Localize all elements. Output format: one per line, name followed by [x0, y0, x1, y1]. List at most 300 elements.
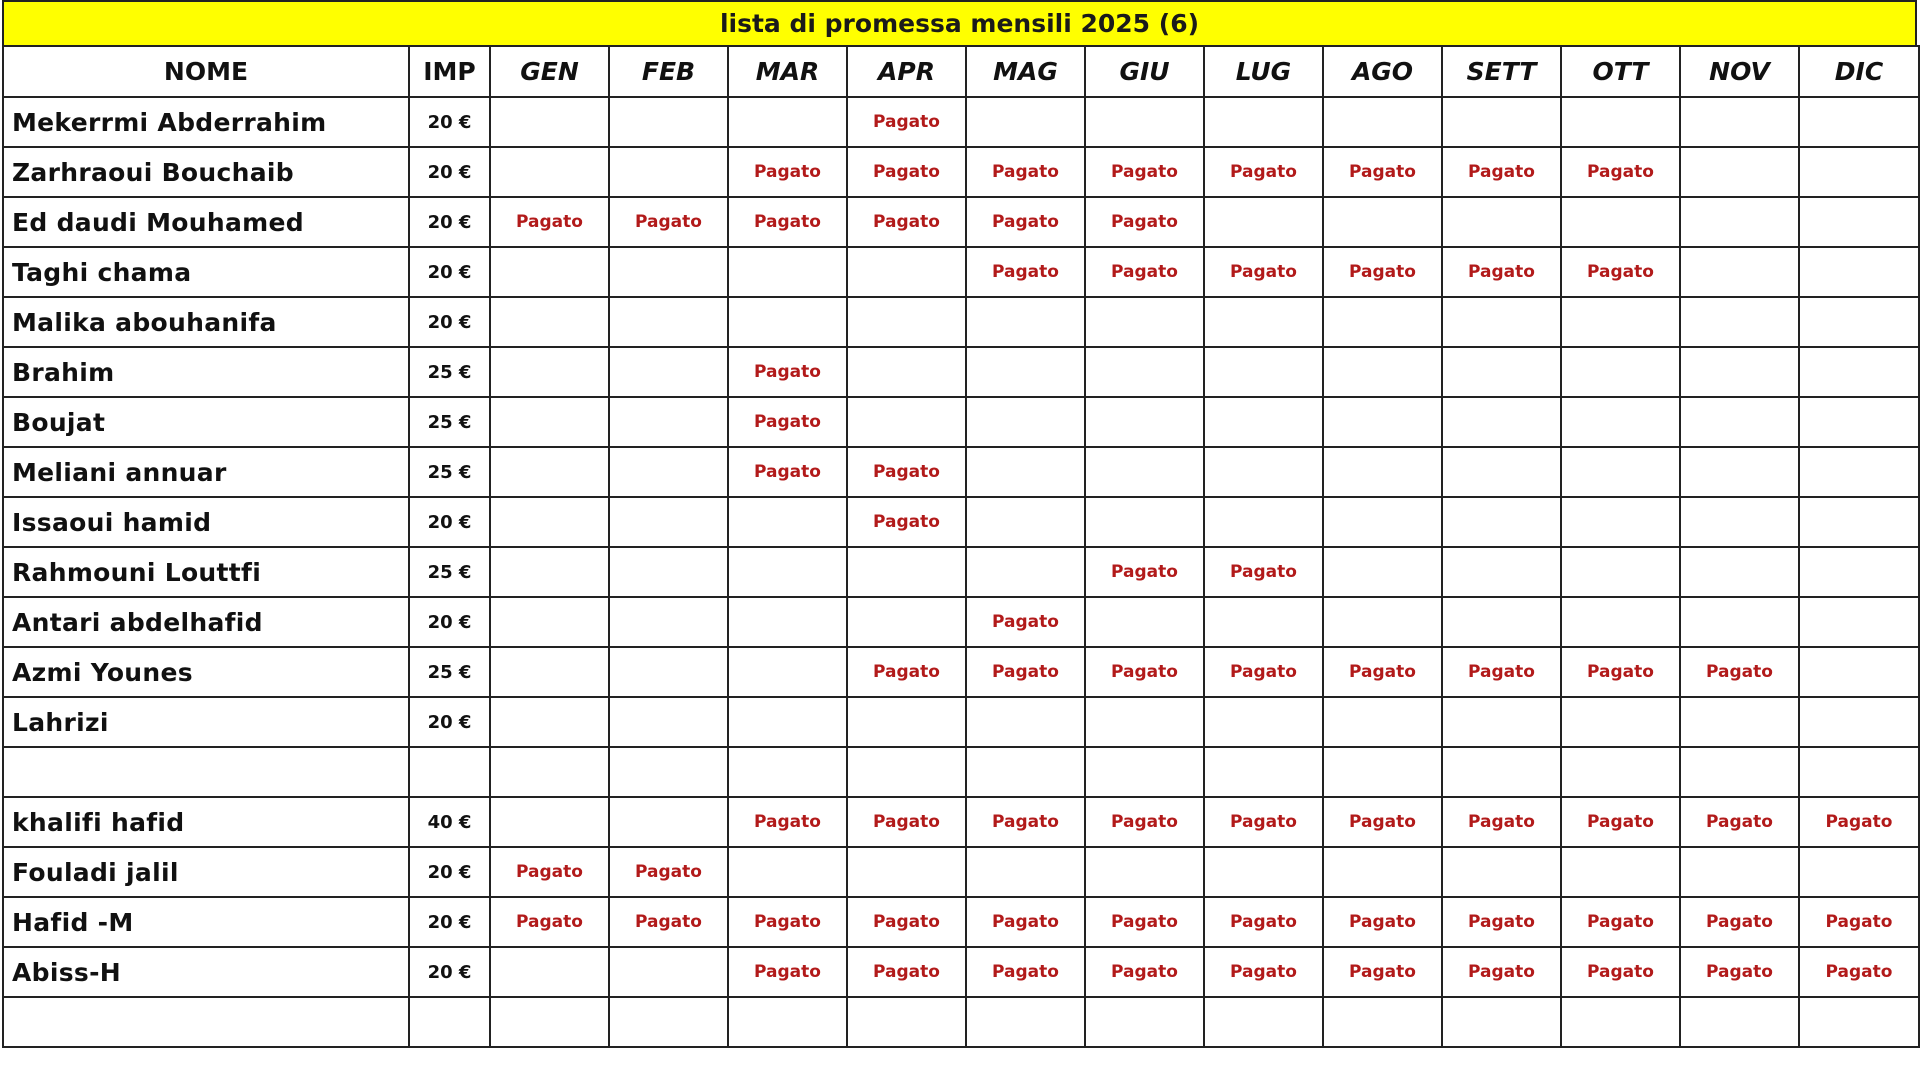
payment-cell[interactable]: [728, 697, 847, 747]
header-month: SETT: [1442, 46, 1561, 97]
payment-cell[interactable]: Pagato: [847, 97, 966, 147]
payment-cell[interactable]: [1085, 97, 1204, 147]
payment-cell[interactable]: Pagato: [1680, 897, 1799, 947]
payment-cell[interactable]: [490, 147, 609, 197]
payment-cell[interactable]: [847, 697, 966, 747]
payment-cell[interactable]: [1323, 547, 1442, 597]
payment-cell[interactable]: [1561, 97, 1680, 147]
payment-cell[interactable]: Pagato: [1085, 897, 1204, 947]
payment-cell[interactable]: [1680, 397, 1799, 447]
payment-cell[interactable]: [847, 847, 966, 897]
payment-cell[interactable]: [490, 297, 609, 347]
payment-cell[interactable]: Pagato: [728, 947, 847, 997]
table-row: [3, 747, 1919, 797]
payment-cell[interactable]: [966, 447, 1085, 497]
payment-cell[interactable]: [728, 497, 847, 547]
amount-cell[interactable]: 25 €: [409, 397, 490, 447]
member-name-cell[interactable]: Rahmouni Louttfi: [3, 547, 409, 597]
payment-cell[interactable]: [847, 247, 966, 297]
payment-cell[interactable]: [728, 997, 847, 1047]
amount-cell[interactable]: [409, 747, 490, 797]
payment-cell[interactable]: [1799, 597, 1919, 647]
payment-cell[interactable]: Pagato: [728, 197, 847, 247]
payment-cell[interactable]: [609, 97, 728, 147]
amount-cell[interactable]: 20 €: [409, 697, 490, 747]
payment-cell[interactable]: Pagato: [1323, 797, 1442, 847]
member-name-cell[interactable]: Abiss-H: [3, 947, 409, 997]
payment-cell[interactable]: [1799, 397, 1919, 447]
member-name-cell[interactable]: Azmi Younes: [3, 647, 409, 697]
payment-cell[interactable]: [1799, 747, 1919, 797]
header-month: LUG: [1204, 46, 1323, 97]
payment-cell[interactable]: [1442, 497, 1561, 547]
member-name-cell[interactable]: [3, 747, 409, 797]
payment-cell[interactable]: Pagato: [1204, 797, 1323, 847]
payment-cell[interactable]: Pagato: [1442, 147, 1561, 197]
amount-cell[interactable]: 40 €: [409, 797, 490, 847]
payment-cell[interactable]: Pagato: [966, 647, 1085, 697]
payment-cell[interactable]: [1204, 97, 1323, 147]
payment-cell[interactable]: [1442, 747, 1561, 797]
member-name-cell[interactable]: Mekerrmi Abderrahim: [3, 97, 409, 147]
payment-cell[interactable]: [1204, 447, 1323, 497]
payment-cell[interactable]: [609, 247, 728, 297]
payment-cell[interactable]: [1680, 247, 1799, 297]
payment-cell[interactable]: [1442, 847, 1561, 897]
payment-cell[interactable]: [1680, 747, 1799, 797]
member-name-cell[interactable]: Taghi chama: [3, 247, 409, 297]
payment-cell[interactable]: [1085, 447, 1204, 497]
payment-cell[interactable]: [1204, 597, 1323, 647]
payment-cell[interactable]: [966, 397, 1085, 447]
payment-cell[interactable]: Pagato: [847, 147, 966, 197]
table-row: [3, 197, 1919, 247]
payment-cell[interactable]: [1085, 397, 1204, 447]
table-row: [3, 397, 1919, 447]
payment-cell[interactable]: Pagato: [1204, 647, 1323, 697]
payment-cell[interactable]: [490, 947, 609, 997]
payment-cell[interactable]: [1442, 297, 1561, 347]
payment-cell[interactable]: [609, 447, 728, 497]
payment-cell[interactable]: [1680, 697, 1799, 747]
payment-cell[interactable]: [728, 297, 847, 347]
payment-cell[interactable]: [1442, 597, 1561, 647]
payment-cell[interactable]: [1680, 497, 1799, 547]
table-body: [3, 97, 1919, 1047]
payment-cell[interactable]: [1561, 397, 1680, 447]
amount-cell[interactable]: 20 €: [409, 197, 490, 247]
payment-cell[interactable]: [847, 597, 966, 647]
payment-cell[interactable]: Pagato: [1680, 947, 1799, 997]
payment-cell[interactable]: Pagato: [1323, 947, 1442, 997]
amount-cell[interactable]: [409, 997, 490, 1047]
payment-cell[interactable]: [847, 547, 966, 597]
payment-cell[interactable]: Pagato: [1561, 947, 1680, 997]
payment-cell[interactable]: [1799, 197, 1919, 247]
payment-cell[interactable]: [1204, 297, 1323, 347]
amount-cell[interactable]: 20 €: [409, 147, 490, 197]
payment-cell[interactable]: [490, 997, 609, 1047]
payment-cell[interactable]: [966, 697, 1085, 747]
payment-cell[interactable]: [1680, 347, 1799, 397]
payment-cell[interactable]: [609, 297, 728, 347]
amount-cell[interactable]: 20 €: [409, 597, 490, 647]
payment-cell[interactable]: [728, 597, 847, 647]
payment-cell[interactable]: Pagato: [847, 797, 966, 847]
payment-cell[interactable]: [728, 847, 847, 897]
payment-cell[interactable]: [1323, 697, 1442, 747]
payment-cell[interactable]: [1323, 847, 1442, 897]
payment-cell[interactable]: Pagato: [1204, 947, 1323, 997]
payment-cell[interactable]: [490, 247, 609, 297]
payment-cell[interactable]: Pagato: [1323, 647, 1442, 697]
payment-cell[interactable]: Pagato: [1680, 647, 1799, 697]
payment-cell[interactable]: [728, 747, 847, 797]
payment-cell[interactable]: Pagato: [490, 197, 609, 247]
payment-cell[interactable]: [1799, 297, 1919, 347]
payment-cell[interactable]: Pagato: [1085, 797, 1204, 847]
payment-cell[interactable]: [1680, 147, 1799, 197]
payment-cell[interactable]: [1442, 447, 1561, 497]
payment-cell[interactable]: Pagato: [966, 797, 1085, 847]
payment-cell[interactable]: [1323, 197, 1442, 247]
payment-cell[interactable]: Pagato: [1085, 147, 1204, 197]
payment-cell[interactable]: [1799, 547, 1919, 597]
amount-cell[interactable]: 25 €: [409, 447, 490, 497]
payment-cell[interactable]: [1561, 497, 1680, 547]
payment-cell[interactable]: [1323, 397, 1442, 447]
table-row: [3, 897, 1919, 947]
payment-cell[interactable]: Pagato: [1085, 947, 1204, 997]
table-row: [3, 797, 1919, 847]
payment-cell[interactable]: [1799, 247, 1919, 297]
payment-cell[interactable]: [1799, 97, 1919, 147]
payment-cell[interactable]: Pagato: [1085, 197, 1204, 247]
payment-cell[interactable]: Pagato: [728, 897, 847, 947]
payment-cell[interactable]: Pagato: [1204, 247, 1323, 297]
payment-cell[interactable]: [1323, 747, 1442, 797]
payment-cell[interactable]: Pagato: [966, 247, 1085, 297]
payment-cell[interactable]: Pagato: [847, 897, 966, 947]
payment-cell[interactable]: Pagato: [728, 447, 847, 497]
payment-cell[interactable]: Pagato: [1561, 797, 1680, 847]
payment-cell[interactable]: Pagato: [1442, 897, 1561, 947]
member-name-cell[interactable]: Hafid -M: [3, 897, 409, 947]
amount-cell[interactable]: 25 €: [409, 347, 490, 397]
payment-cell[interactable]: [966, 497, 1085, 547]
payment-cell[interactable]: [1204, 397, 1323, 447]
payments-table: [2, 45, 1920, 1048]
payment-cell[interactable]: [1085, 497, 1204, 547]
payment-cell[interactable]: [1680, 197, 1799, 247]
payment-cell[interactable]: [609, 347, 728, 397]
payment-cell[interactable]: [966, 847, 1085, 897]
payment-cell[interactable]: Pagato: [1204, 147, 1323, 197]
payment-cell[interactable]: Pagato: [728, 797, 847, 847]
payment-cell[interactable]: [1561, 697, 1680, 747]
amount-cell[interactable]: 20 €: [409, 897, 490, 947]
payment-cell[interactable]: Pagato: [1442, 647, 1561, 697]
payment-cell[interactable]: Pagato: [1799, 797, 1919, 847]
payment-cell[interactable]: [1442, 347, 1561, 397]
payment-cell[interactable]: [1204, 697, 1323, 747]
member-name-cell[interactable]: [3, 997, 409, 1047]
member-name-cell[interactable]: Zarhraoui Bouchaib: [3, 147, 409, 197]
payment-cell[interactable]: [1799, 697, 1919, 747]
table-row: [3, 97, 1919, 147]
payment-cell[interactable]: [1799, 347, 1919, 397]
payment-cell[interactable]: Pagato: [728, 347, 847, 397]
amount-cell[interactable]: 20 €: [409, 97, 490, 147]
member-name-cell[interactable]: Ed daudi Mouhamed: [3, 197, 409, 247]
payment-cell[interactable]: Pagato: [1323, 147, 1442, 197]
header-month: FEB: [609, 46, 728, 97]
payment-cell[interactable]: [609, 947, 728, 997]
payment-cell[interactable]: [1442, 997, 1561, 1047]
payment-cell[interactable]: [1680, 447, 1799, 497]
payment-cell[interactable]: Pagato: [1561, 647, 1680, 697]
payment-cell[interactable]: [1085, 597, 1204, 647]
payment-cell[interactable]: [609, 497, 728, 547]
payment-cell[interactable]: Pagato: [1085, 247, 1204, 297]
member-name-cell[interactable]: Lahrizi: [3, 697, 409, 747]
payment-cell[interactable]: [490, 397, 609, 447]
payment-cell[interactable]: Pagato: [1204, 897, 1323, 947]
payment-cell[interactable]: [609, 147, 728, 197]
header-name: NOME: [3, 46, 409, 97]
amount-cell[interactable]: 25 €: [409, 547, 490, 597]
header-month: NOV: [1680, 46, 1799, 97]
payment-cell[interactable]: Pagato: [1442, 247, 1561, 297]
payment-cell[interactable]: Pagato: [1204, 547, 1323, 597]
payment-cell[interactable]: Pagato: [966, 197, 1085, 247]
payment-cell[interactable]: [1204, 847, 1323, 897]
payment-cell[interactable]: [1323, 297, 1442, 347]
payment-cell[interactable]: [490, 447, 609, 497]
payment-cell[interactable]: [1323, 997, 1442, 1047]
payment-cell[interactable]: [1442, 547, 1561, 597]
payment-cell[interactable]: Pagato: [966, 147, 1085, 197]
payment-cell[interactable]: Pagato: [1799, 947, 1919, 997]
payment-cell[interactable]: [1085, 747, 1204, 797]
payment-cell[interactable]: [1561, 447, 1680, 497]
amount-cell[interactable]: 20 €: [409, 247, 490, 297]
payment-cell[interactable]: Pagato: [1680, 797, 1799, 847]
payment-cell[interactable]: [1442, 697, 1561, 747]
payment-cell[interactable]: [1561, 547, 1680, 597]
payment-cell[interactable]: [1323, 597, 1442, 647]
payment-cell[interactable]: Pagato: [847, 197, 966, 247]
table-row: [3, 847, 1919, 897]
payment-cell[interactable]: [490, 747, 609, 797]
payment-cell[interactable]: [1561, 197, 1680, 247]
payment-cell[interactable]: Pagato: [1323, 247, 1442, 297]
payment-cell[interactable]: [609, 747, 728, 797]
amount-cell[interactable]: 25 €: [409, 647, 490, 697]
payment-cell[interactable]: [609, 647, 728, 697]
payment-cell[interactable]: [1085, 297, 1204, 347]
payment-cell[interactable]: [1085, 847, 1204, 897]
payment-cell[interactable]: [1680, 597, 1799, 647]
payment-cell[interactable]: [728, 97, 847, 147]
member-name-cell[interactable]: Brahim: [3, 347, 409, 397]
header-month: AGO: [1323, 46, 1442, 97]
payment-cell[interactable]: [847, 347, 966, 397]
payment-cell[interactable]: [1680, 847, 1799, 897]
amount-cell[interactable]: 20 €: [409, 847, 490, 897]
payment-cell[interactable]: [847, 747, 966, 797]
payment-cell[interactable]: [728, 547, 847, 597]
table-row: [3, 347, 1919, 397]
payment-cell[interactable]: Pagato: [609, 847, 728, 897]
payment-cell[interactable]: [1204, 497, 1323, 547]
table-row: [3, 947, 1919, 997]
table-row: [3, 297, 1919, 347]
payment-cell[interactable]: Pagato: [847, 497, 966, 547]
payment-cell[interactable]: [609, 697, 728, 747]
payment-cell[interactable]: [490, 97, 609, 147]
member-name-cell[interactable]: khalifi hafid: [3, 797, 409, 847]
header-month: DIC: [1799, 46, 1919, 97]
payment-cell[interactable]: Pagato: [609, 197, 728, 247]
payment-cell[interactable]: [490, 347, 609, 397]
payment-cell[interactable]: [490, 547, 609, 597]
table-row: [3, 647, 1919, 697]
header-month: MAG: [966, 46, 1085, 97]
payment-cell[interactable]: [1799, 147, 1919, 197]
payment-cell[interactable]: [1680, 297, 1799, 347]
payment-cell[interactable]: [1561, 347, 1680, 397]
payment-cell[interactable]: [1561, 747, 1680, 797]
payment-cell[interactable]: [966, 547, 1085, 597]
payment-cell[interactable]: [847, 397, 966, 447]
table-row: [3, 997, 1919, 1047]
sheet-title: lista di promessa mensili 2025 (6): [2, 0, 1917, 45]
payment-cell[interactable]: Pagato: [847, 947, 966, 997]
payment-cell[interactable]: [490, 697, 609, 747]
payment-cell[interactable]: [609, 547, 728, 597]
payment-cell[interactable]: [1442, 197, 1561, 247]
member-name-cell[interactable]: Fouladi jalil: [3, 847, 409, 897]
payment-cell[interactable]: Pagato: [1085, 547, 1204, 597]
payment-cell[interactable]: [490, 497, 609, 547]
payment-cell[interactable]: [1204, 997, 1323, 1047]
payment-cell[interactable]: [1680, 997, 1799, 1047]
payment-cell[interactable]: [1799, 647, 1919, 697]
payment-cell[interactable]: [1680, 547, 1799, 597]
payment-cell[interactable]: [609, 597, 728, 647]
header-row: [3, 46, 1919, 97]
payment-cell[interactable]: [1680, 97, 1799, 147]
payment-cell[interactable]: Pagato: [847, 647, 966, 697]
payment-cell[interactable]: [1799, 997, 1919, 1047]
payment-cell[interactable]: [847, 297, 966, 347]
payment-cell[interactable]: [1323, 497, 1442, 547]
payment-cell[interactable]: [1085, 347, 1204, 397]
payment-cell[interactable]: [1799, 497, 1919, 547]
payment-cell[interactable]: Pagato: [490, 847, 609, 897]
header-amount: IMP: [409, 46, 490, 97]
payment-cell[interactable]: [1442, 97, 1561, 147]
payment-cell[interactable]: [1323, 447, 1442, 497]
payment-cell[interactable]: [1561, 847, 1680, 897]
payment-cell[interactable]: Pagato: [1442, 797, 1561, 847]
payment-cell[interactable]: Pagato: [1561, 147, 1680, 197]
payment-cell[interactable]: Pagato: [728, 397, 847, 447]
payment-cell[interactable]: [728, 647, 847, 697]
header-month: GIU: [1085, 46, 1204, 97]
member-name-cell[interactable]: Antari abdelhafid: [3, 597, 409, 647]
payment-cell[interactable]: [966, 997, 1085, 1047]
payment-cell[interactable]: [609, 397, 728, 447]
payment-cell[interactable]: Pagato: [1442, 947, 1561, 997]
table-row: [3, 597, 1919, 647]
payment-cell[interactable]: Pagato: [609, 897, 728, 947]
payment-cell[interactable]: [1204, 197, 1323, 247]
spreadsheet: [2, 0, 1917, 1048]
payment-cell[interactable]: [1323, 97, 1442, 147]
payment-cell[interactable]: [1561, 997, 1680, 1047]
header-month: OTT: [1561, 46, 1680, 97]
payment-cell[interactable]: [1561, 597, 1680, 647]
payment-cell[interactable]: [728, 247, 847, 297]
table-row: [3, 447, 1919, 497]
payment-cell[interactable]: [1204, 347, 1323, 397]
payment-cell[interactable]: [1799, 847, 1919, 897]
table-row: [3, 697, 1919, 747]
payment-cell[interactable]: [609, 797, 728, 847]
member-name-cell[interactable]: Malika abouhanifa: [3, 297, 409, 347]
payment-cell[interactable]: [490, 797, 609, 847]
header-month: MAR: [728, 46, 847, 97]
amount-cell[interactable]: 20 €: [409, 297, 490, 347]
payment-cell[interactable]: Pagato: [966, 897, 1085, 947]
payment-cell[interactable]: [1204, 747, 1323, 797]
payment-cell[interactable]: Pagato: [847, 447, 966, 497]
table-row: [3, 547, 1919, 597]
payment-cell[interactable]: Pagato: [1561, 247, 1680, 297]
payment-cell[interactable]: [1561, 297, 1680, 347]
payment-cell[interactable]: [609, 997, 728, 1047]
payment-cell[interactable]: Pagato: [490, 897, 609, 947]
payment-cell[interactable]: [966, 347, 1085, 397]
payment-cell[interactable]: Pagato: [1561, 897, 1680, 947]
payment-cell[interactable]: [1085, 997, 1204, 1047]
payment-cell[interactable]: Pagato: [966, 597, 1085, 647]
payment-cell[interactable]: [490, 647, 609, 697]
payment-cell[interactable]: [847, 997, 966, 1047]
member-name-cell[interactable]: Issaoui hamid: [3, 497, 409, 547]
payment-cell[interactable]: [1085, 697, 1204, 747]
header-month: APR: [847, 46, 966, 97]
payment-cell[interactable]: Pagato: [1085, 647, 1204, 697]
payment-cell[interactable]: [1442, 397, 1561, 447]
payment-cell[interactable]: Pagato: [966, 947, 1085, 997]
payment-cell[interactable]: [490, 597, 609, 647]
payment-cell[interactable]: Pagato: [728, 147, 847, 197]
amount-cell[interactable]: 20 €: [409, 497, 490, 547]
amount-cell[interactable]: 20 €: [409, 947, 490, 997]
payment-cell[interactable]: Pagato: [1799, 897, 1919, 947]
member-name-cell[interactable]: Boujat: [3, 397, 409, 447]
payment-cell[interactable]: Pagato: [1323, 897, 1442, 947]
payment-cell[interactable]: [966, 97, 1085, 147]
payment-cell[interactable]: [966, 297, 1085, 347]
payment-cell[interactable]: [966, 747, 1085, 797]
member-name-cell[interactable]: Meliani annuar: [3, 447, 409, 497]
payment-cell[interactable]: [1799, 447, 1919, 497]
payment-cell[interactable]: [1323, 347, 1442, 397]
